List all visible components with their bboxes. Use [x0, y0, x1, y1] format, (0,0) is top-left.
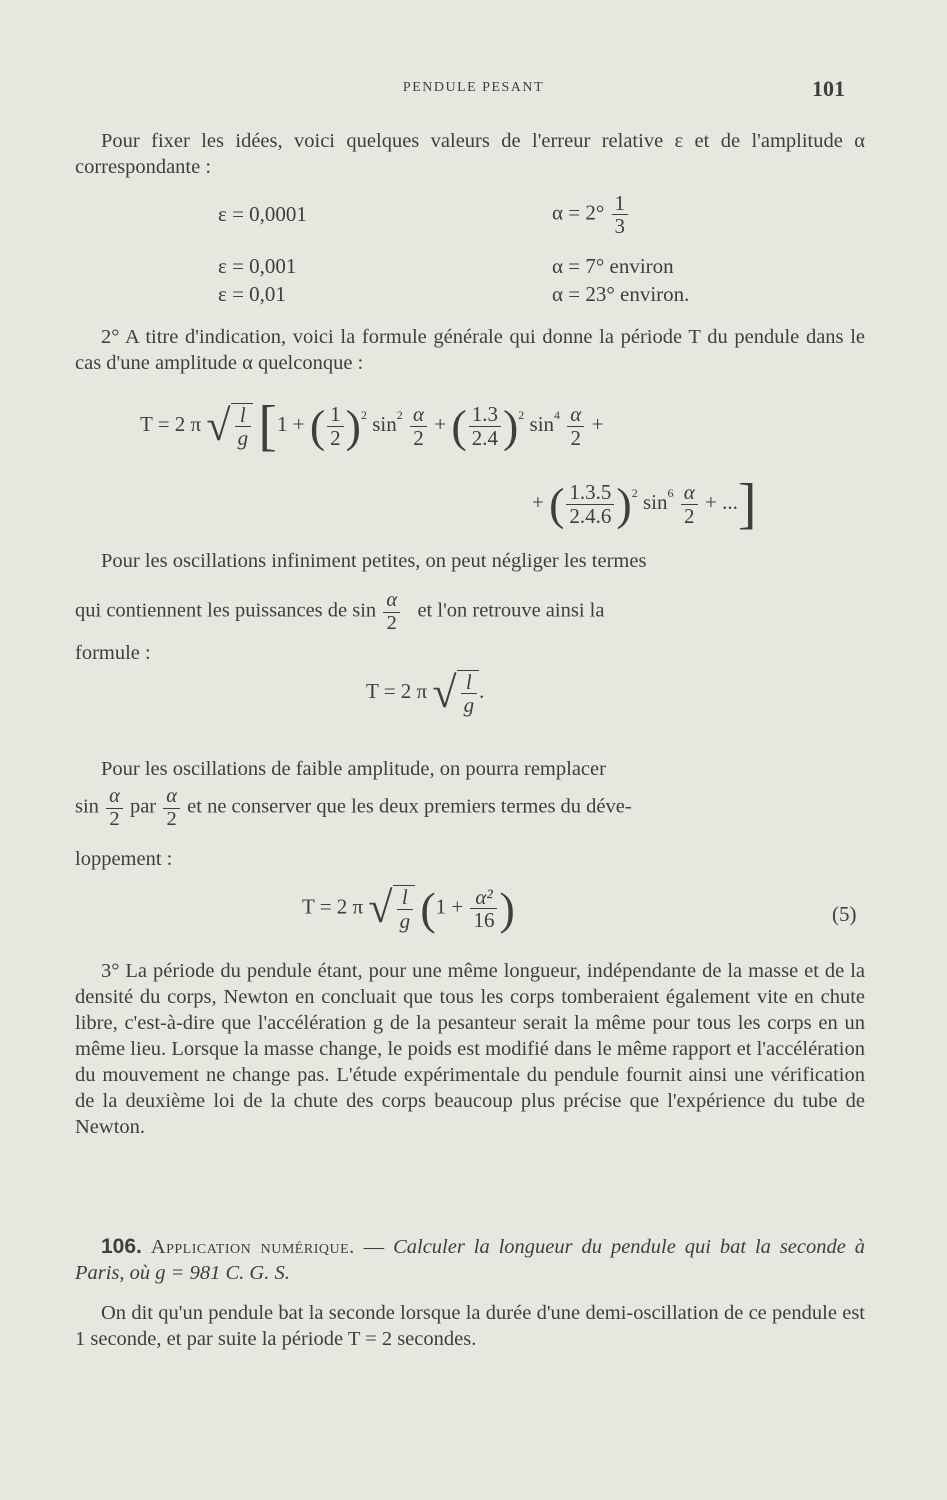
alpha-half-a — [106, 786, 123, 830]
plus-sign: + — [532, 489, 544, 514]
point-2-paragraph: 2° A titre d'indication, voici la formule générale qui donne la période T du pendule dans le cas d'une amplitude α quelconque : — [75, 326, 865, 374]
alpha-value-1 — [552, 192, 630, 237]
alpha-half-2 — [567, 403, 584, 448]
sin-term-2: sin — [529, 411, 555, 436]
sin-word: sin — [75, 795, 99, 818]
small-osc-line-1: Pour les oscillations infiniment petites, on peut négliger les termes — [101, 550, 647, 572]
par-word: par — [129, 795, 157, 818]
sin-exp-2: 2 — [396, 407, 403, 422]
small-osc-text-a: qui contiennent les puissances de sin — [75, 599, 377, 622]
coef-2-num: 1.3 — [469, 403, 501, 426]
alpha-symbol: α — [567, 403, 584, 426]
alpha-sq-over-16 — [470, 886, 497, 931]
epsilon-value-2: ε = 0,001 — [218, 254, 297, 278]
plus-sign: + — [434, 411, 447, 436]
running-header: PENDULE PESANT — [402, 80, 545, 95]
two-symbol: 2 — [386, 611, 397, 634]
sqrt-l-over-g: √ $\frac{l}{g}$ — [432, 670, 479, 716]
sin-exp-6: 6 — [667, 485, 674, 500]
alpha-symbol: α — [106, 786, 123, 809]
square-exp-2: 2 — [518, 407, 525, 422]
coef-3-num: 1.3.5 — [566, 481, 614, 504]
sin-exp-4: 4 — [554, 407, 561, 422]
intro-paragraph: Pour fixer les idées, voici quelques valeurs de l'erreur relative ε et de l'amplitude α correspondante : — [75, 130, 865, 178]
epsilon-value-3: ε = 0,01 — [218, 282, 286, 306]
weak-amp-line-1: Pour les oscillations de faible amplitude, on pourra remplacer — [101, 758, 606, 780]
alpha-symbol: α — [383, 590, 400, 613]
sqrt-l-over-g: √ $\frac{l}{g}$ — [368, 885, 415, 931]
coef-1-num: 1 — [327, 403, 344, 426]
sixteen: 16 — [473, 908, 495, 932]
ellipsis: + ... — [705, 489, 738, 514]
small-osc-line-3: formule : — [75, 642, 151, 664]
plus-sign: + — [591, 411, 604, 436]
coef-1-den: 2 — [330, 425, 341, 450]
section-title: Application numérique. — [150, 1236, 355, 1258]
g-symbol: g — [237, 426, 249, 450]
alpha-half-1 — [410, 403, 427, 448]
two-symbol: 2 — [684, 503, 695, 528]
coef-3-den: 2.4.6 — [569, 503, 612, 528]
alpha-squared: α² — [470, 886, 497, 909]
section-dash: — — [363, 1236, 385, 1258]
coef-3 — [566, 481, 614, 526]
sin-term-1: sin — [372, 411, 397, 436]
sin-term-3: sin — [643, 489, 668, 514]
alpha-half-b — [163, 786, 180, 830]
two-symbol: 2 — [109, 807, 120, 830]
approx-formula: T = 2 π √ $\frac{l}{g}$ (1 + $\frac{\text{α²}}{16}$ ) — [302, 883, 515, 934]
square-exp-3: 2 — [631, 485, 638, 500]
weak-amp-text-c: et ne conserver que les deux premiers termes du déve- — [187, 795, 632, 818]
formula-lhs: T = 2 π — [302, 894, 364, 919]
alpha-value-1-fraction — [612, 192, 629, 237]
g-symbol: g — [399, 908, 411, 933]
two-symbol: 2 — [570, 425, 582, 450]
formula-period: . — [479, 678, 485, 703]
formula-lhs: T = 2 π — [140, 411, 202, 436]
one-plus: 1 + — [276, 411, 305, 436]
final-paragraph: On dit qu'un pendule bat la seconde lorsque la durée d'une demi-oscillation de ce pendule est 1 seconde, et par suite la période T = 2 secondes. — [75, 1302, 865, 1350]
l-symbol: l — [461, 671, 478, 694]
square-exp: 2 — [360, 407, 367, 422]
g-symbol: g — [463, 693, 475, 718]
fraction-denominator: 3 — [614, 214, 625, 239]
section-106 — [75, 1234, 865, 1286]
alpha-value-3: α = 23° environ. — [552, 282, 690, 306]
section-number: 106. — [101, 1235, 142, 1258]
equation-label: (5) — [832, 902, 857, 926]
alpha-value-2: α = 7° environ — [552, 254, 674, 278]
sqrt-l-over-g: √ $\frac{l}{g}$ — [206, 403, 253, 449]
section-problem: Calculer la longueur du pendule qui bat la seconde à Paris, où g = 981 C. G. S. — [75, 1236, 866, 1284]
general-formula-line-1: T = 2 π √ $\frac{l}{g}$ [1 + ( $\frac{1}{2}$ )$^2$ $\sin^2$ $\frac{\alpha}{2}$ + ( $\frac{1.3}{2.4}$ )$^2$ $\sin^4$ $\frac{\alpha}{2}$ + — [140, 395, 604, 457]
coef-2-den: 2.4 — [471, 425, 498, 450]
one-plus: 1 + — [435, 894, 464, 919]
alpha-half-inline — [383, 590, 400, 634]
simple-formula — [366, 670, 484, 716]
general-formula-line-2: + ( $\frac{1.3.5}{2.4.6}$ )$^2$ $\sin^6$ $\frac{\alpha}{2}$ + ...] — [532, 473, 757, 535]
coef-2 — [469, 403, 501, 448]
page-number: 101 — [812, 76, 845, 101]
weak-amp-line-3: loppement : — [75, 848, 173, 870]
formula-lhs: T = 2 π — [366, 678, 428, 703]
l-symbol: l — [397, 886, 414, 909]
two-symbol: 2 — [413, 425, 424, 450]
small-osc-line-2 — [75, 590, 865, 634]
alpha-symbol: α — [410, 403, 427, 426]
l-symbol: l — [235, 404, 252, 427]
two-symbol: 2 — [166, 807, 177, 830]
coef-1 — [327, 403, 344, 448]
epsilon-value-1: ε = 0,0001 — [218, 202, 307, 226]
alpha-half-3 — [681, 481, 698, 526]
alpha-symbol: α — [163, 786, 180, 809]
alpha-symbol: α — [681, 481, 698, 504]
alpha-value-1-text: α = 2° — [552, 200, 605, 225]
point-3-paragraph: 3° La période du pendule étant, pour une même longueur, indépendante de la masse et de la densité du corps, Newton en concluait que tous les corps tomberaient également vite en chute libre, c'est-à-dire que l'accélération g de la pesanteur serait la même pour tous les corps en un même lieu. Lorsque la masse change, le poids est modifié dans le même rapport et l'accélération du mouvement ne change pas. L'étude expérimentale du pendule fournit ainsi une vérification de la deuxième loi de la chute des corps beaucoup plus précise que l'expérience du tube de Newton. — [75, 960, 865, 1138]
small-osc-text-b: et l'on retrouve ainsi la — [417, 599, 605, 622]
fraction-numerator: 1 — [612, 192, 629, 215]
weak-amp-line-2 — [75, 786, 865, 830]
